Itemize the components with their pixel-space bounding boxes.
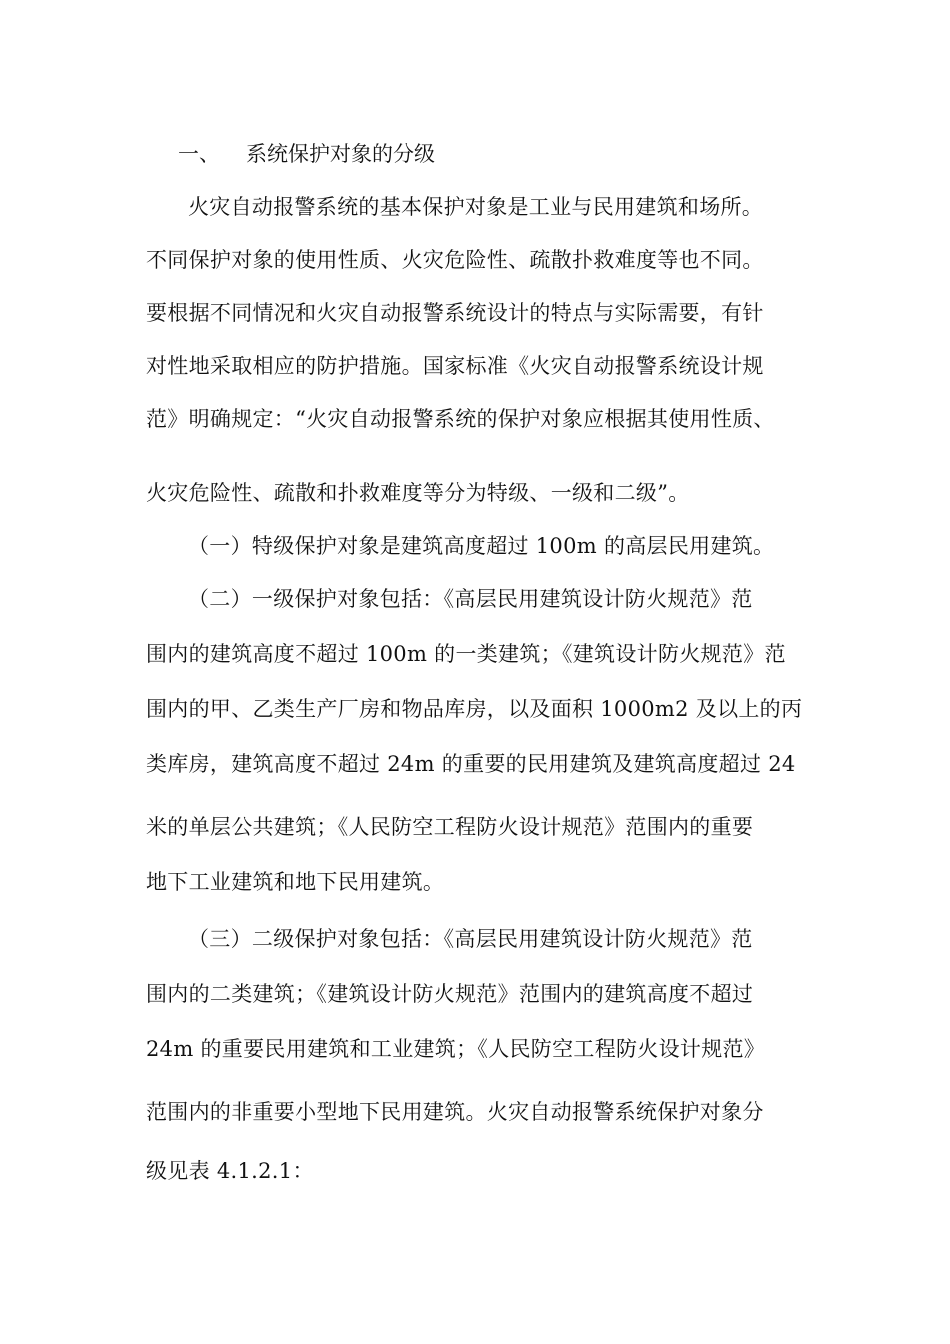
- paragraph-4-line-2: 围内的二类建筑；《建筑设计防火规范》范围内的建筑高度不超过: [146, 982, 754, 1006]
- paragraph-1-line-3: 要根据不同情况和火灾自动报警系统设计的特点与实际需要，有针: [146, 301, 764, 325]
- paragraph-3-line-1: （二）一级保护对象包括：《高层民用建筑设计防火规范》范: [188, 587, 753, 611]
- paragraph-4-line-1: （三）二级保护对象包括：《高层民用建筑设计防火规范》范: [188, 927, 753, 951]
- paragraph-1-line-1: 火灾自动报警系统的基本保护对象是工业与民用建筑和场所。: [188, 195, 764, 219]
- paragraph-3-line-4: 类库房，建筑高度不超过 24m 的重要的民用建筑及建筑高度超过 24: [146, 752, 796, 776]
- paragraph-4-line-5: 级见表 4.1.2.1：: [146, 1159, 314, 1183]
- paragraph-2-line-1: （一）特级保护对象是建筑高度超过 100m 的高层民用建筑。: [188, 534, 775, 558]
- paragraph-1-line-5: 范》明确规定：“火灾自动报警系统的保护对象应根据其使用性质、: [146, 407, 775, 431]
- paragraph-3-line-5: 米的单层公共建筑；《人民防空工程防火设计规范》范围内的重要: [146, 815, 754, 839]
- paragraph-1-line-4: 对性地采取相应的防护措施。国家标准《火灾自动报警系统设计规: [146, 354, 764, 378]
- paragraph-4-line-3: 24m 的重要民用建筑和工业建筑；《人民防空工程防火设计规范》: [146, 1037, 766, 1061]
- paragraph-3-line-6: 地下工业建筑和地下民用建筑。: [146, 870, 445, 894]
- section-title: 系统保护对象的分级: [246, 142, 435, 166]
- paragraph-3-line-2: 围内的建筑高度不超过 100m 的一类建筑；《建筑设计防火规范》范: [146, 642, 786, 666]
- paragraph-4-line-4: 范围内的非重要小型地下民用建筑。火灾自动报警系统保护对象分: [146, 1100, 764, 1124]
- section-number: 一、: [178, 142, 220, 166]
- paragraph-3-line-3: 围内的甲、乙类生产厂房和物品库房，以及面积 1000m2 及以上的丙: [146, 697, 803, 721]
- paragraph-1-line-2: 不同保护对象的使用性质、火灾危险性、疏散扑救难度等也不同。: [146, 248, 764, 272]
- paragraph-1-line-6: 火灾危险性、疏散和扑救难度等分为特级、一级和二级”。: [146, 481, 690, 505]
